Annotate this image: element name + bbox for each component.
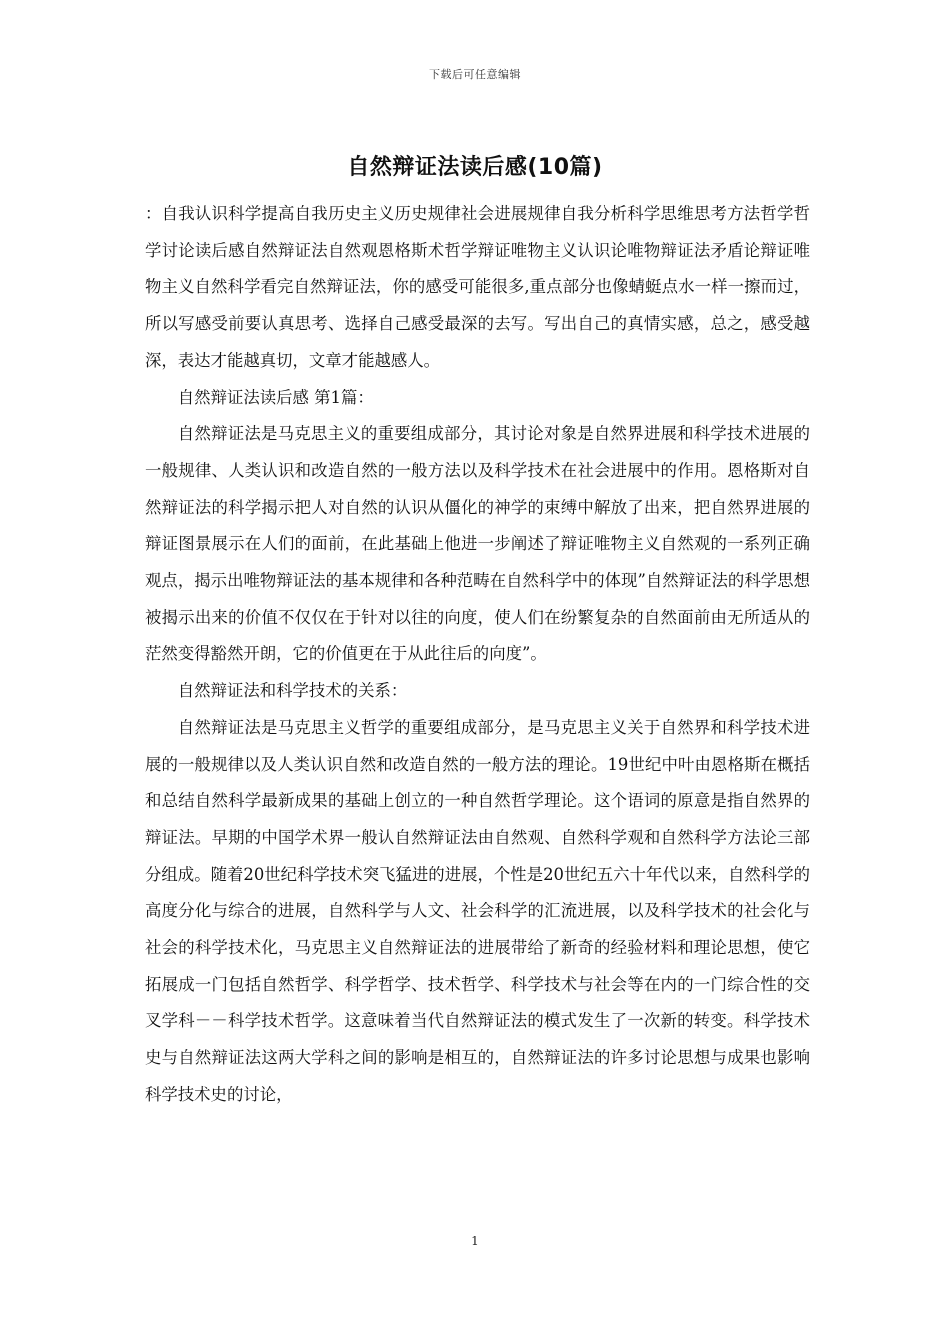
article-1-paragraph: 自然辩证法是马克思主义的重要组成部分，其讨论对象是自然界进展和科学技术进展的一般规律、人类认识和改造自然的一般方法以及科学技术在社会进展中的作用。恩格斯对自然辩证法的科学揭示把人对自然的认识从僵化的神学的束缚中解放了出来，把自然界进展的辩证图景展示在人们的面前，在此基础上他进一步阐述了辩证唯物主义自然观的一系列正确观点，揭示出唯物辩证法的基本规律和各种范畴在自然科学中的体现”自然辩证法的科学思想被揭示出来的价值不仅仅在于针对以往的向度，使人们在纷繁复杂的自然面前由无所适从的茫然变得豁然开朗，它的价值更在于从此往后的向度”。 (145, 424, 810, 664)
document-body (145, 196, 810, 1114)
relationship-paragraph: 自然辩证法是马克思主义哲学的重要组成部分，是马克思主义关于自然界和科学技术进展的一般规律以及人类认识自然和改造自然的一般方法的理论。19世纪中叶由恩格斯在概括和总结自然科学最新成果的基础上创立的一种自然哲学理论。这个语词的原意是指自然界的辩证法。早期的中国学术界一般认自然辩证法由自然观、自然科学观和自然科学方法论三部分组成。随着20世纪科学技术突飞猛进的进展，个性是20世纪五六十年代以来，自然科学的高度分化与综合的进展，自然科学与人文、社会科学的汇流进展，以及科学技术的社会化与社会的科学技术化，马克思主义自然辩证法的进展带给了新奇的经验材料和理论思想，使它拓展成一门包括自然哲学、科学哲学、技术哲学、科学技术与社会等在内的一门综合性的交叉学科－－科学技术哲学。这意味着当代自然辩证法的模式发生了一次新的转变。科学技术史与自然辩证法这两大学科之间的影响是相互的，自然辩证法的许多讨论思想与成果也影响科学技术史的讨论， (145, 717, 810, 1104)
intro-paragraph: ：自我认识科学提高自我历史主义历史规律社会进展规律自我分析科学思维思考方法哲学哲学讨论读后感自然辩证法自然观恩格斯术哲学辩证唯物主义认识论唯物辩证法矛盾论辩证唯物主义自然科学看完自然辩证法，你的感受可能很多,重点部分也像蜻蜓点水一样一擦而过，所以写感受前要认真思考、选择自己感受最深的去写。写出自己的真情实感，总之，感受越深，表达才能越真切，文章才能越感人。 (145, 204, 810, 370)
section-heading-article-1: 自然辩证法读后感 第1篇： (177, 387, 374, 407)
page-number: 1 (471, 1234, 479, 1248)
header-note: 下载后可任意编辑 (429, 68, 521, 81)
section-heading-relationship: 自然辩证法和科学技术的关系： (177, 681, 408, 701)
document-title: 自然辩证法读后感(10篇) (347, 155, 603, 180)
